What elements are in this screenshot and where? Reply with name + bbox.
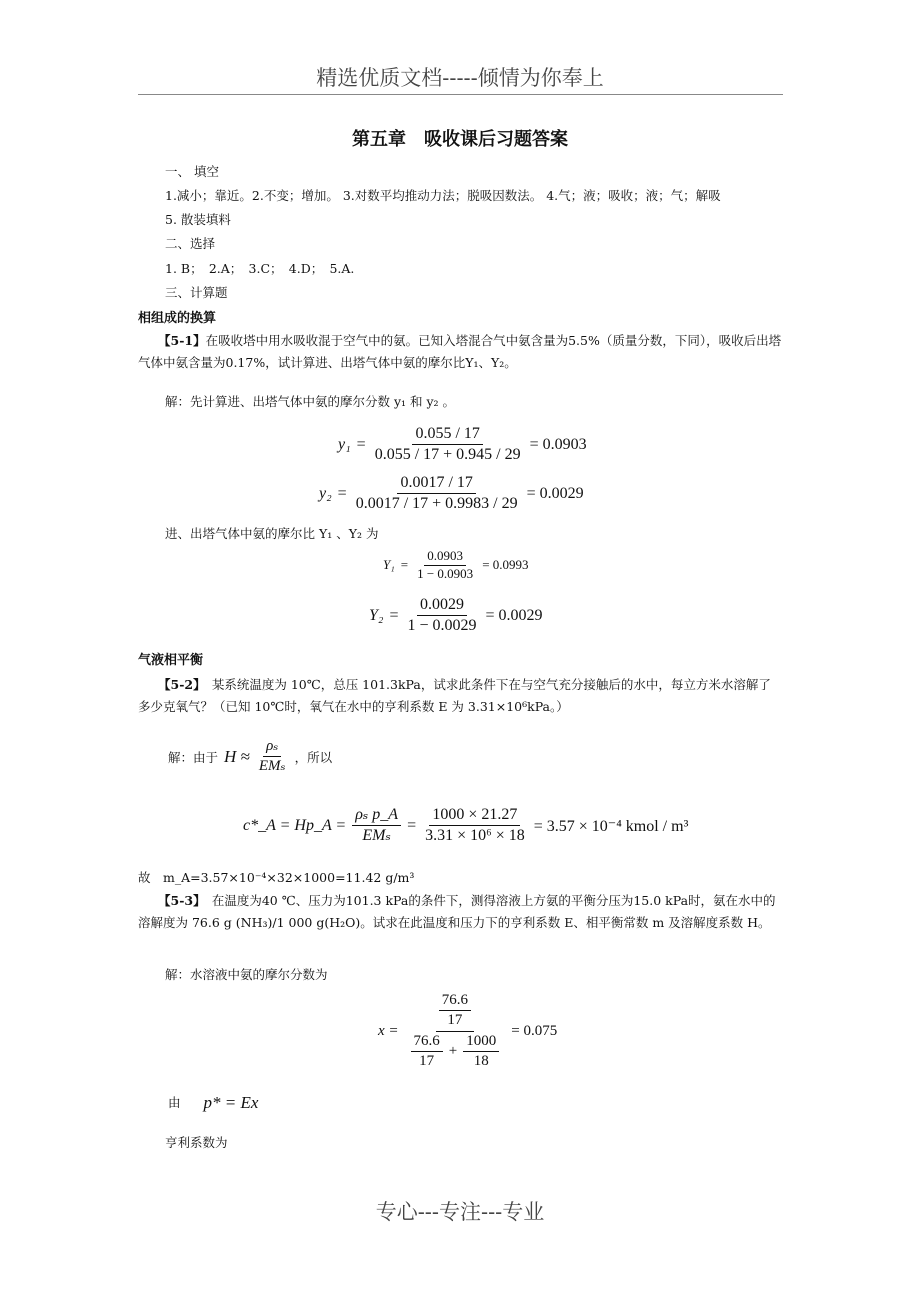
eq-lhs: Y₂ (369, 606, 384, 624)
eq-numerator: 0.0903 (424, 549, 466, 566)
equation-concentration: c*_A = Hp_A = $\frac{\text{ρₛ p\_A}}{\text{EMₛ}}$ = $\frac{1000 \times 21.27}{\text{3.31 × 10⁶ × 18}}$ = 3.57 × 10⁻⁴ kmol / m³ (243, 806, 689, 845)
choice-label: 二、选择 (165, 236, 216, 251)
h-fraction (256, 738, 289, 776)
eq-result: = 0.0029 (485, 606, 543, 624)
problem-5-2 (138, 674, 783, 718)
header-divider (138, 94, 783, 95)
by-label: 由 (168, 1095, 181, 1110)
eq-numerator: 0.0029 (417, 596, 467, 616)
eq-lhs: Y₁ (383, 557, 395, 573)
problem-5-1 (138, 330, 783, 374)
x-result: = 0.075 (511, 1022, 558, 1039)
eq-result: = 0.0029 (526, 484, 584, 502)
x-numerator (436, 992, 474, 1032)
plus-sign: + (448, 1042, 458, 1059)
eq-fraction (353, 474, 521, 514)
eq-denominator: 17 (419, 1052, 435, 1069)
x-bottom-fraction-2 (463, 1033, 499, 1071)
eq-denominator: 0.055 / 17 + 0.945 / 29 (374, 446, 521, 464)
mole-ratio-intro: 进、出塔气体中氨的摩尔比 Y₁ 、Y₂ 为 (165, 526, 379, 541)
henry-law-equation: p* = Ex (203, 1093, 259, 1112)
eq-denominator: 1 − 0.0029 (407, 617, 477, 635)
problem-tag: 【5-2】 (158, 677, 200, 692)
h-lhs: H ≈ (224, 746, 250, 766)
problem-text: 某系统温度为 10℃，总压 101.3kPa，试求此条件下在与空气充分接触后的水中，每立方米水溶解了多少克氧气？（已知 10℃时，氧气在水中的亨利系数 E 为 3.31×10⁶kPa。） (138, 677, 771, 714)
eq-denominator: 18 (473, 1052, 489, 1069)
eq-denominator: 17 (447, 1012, 463, 1029)
page-header: 精选优质文档-----倾情为你奉上 (316, 66, 604, 90)
fill-label: 一、 填空 (165, 164, 219, 179)
page-title: 第五章 吸收课后习题答案 (352, 129, 568, 150)
x-top-fraction (439, 992, 471, 1030)
eq-lhs: y₁ (338, 435, 351, 453)
problem-text: 在温度为40 ℃、压力为101.3 kPa的条件下，测得溶液上方氨的平衡分压为15.0 kPa时，氨在水中的溶解度为 76.6 g (NH₃)/1 000 g(H₂O)。试求在此温度和压力下的亨利系数 E、相平衡常数 m 及溶解度系数 H。 (138, 893, 776, 930)
eq-numerator: 76.6 (411, 1033, 443, 1052)
fill-answers-line2: 5. 散装填料 (165, 212, 231, 227)
h-denominator: EMₛ (258, 758, 286, 775)
fill-answers-line1: 1.减小；靠近。2.不变；增加。 3.对数平均推动力法；脱吸因数法。 4.气；液；吸收；液；气；解吸 (165, 188, 721, 203)
eq-fraction (414, 549, 476, 582)
page-footer: 专心---专注---专业 (375, 1200, 545, 1224)
eq-denominator: 0.0017 / 17 + 0.9983 / 29 (355, 495, 518, 513)
solution-intro: 解：水溶液中氨的摩尔分数为 (165, 967, 328, 982)
problem-tag: 【5-3】 (158, 893, 200, 908)
eq-numerator: 0.055 / 17 (412, 425, 482, 445)
x-denominator (405, 1032, 506, 1071)
eq-result: = 0.0993 (482, 557, 529, 573)
h-numerator: ρₛ (263, 738, 281, 757)
x-lhs: x = (378, 1022, 399, 1039)
henry-law-line (165, 1093, 261, 1113)
equation-Y1: Y₁ = $\frac{0.0903}{1 - 0.0903}$ = 0.0993 (383, 548, 529, 581)
solution-intro: 解：先计算进、出塔气体中氨的摩尔分数 y₁ 和 y₂ 。 (165, 394, 456, 409)
eq-lhs: c*_A = Hp_A = (243, 816, 347, 834)
eq-fraction-1 (352, 806, 401, 846)
eq-result: = 0.0903 (529, 435, 587, 453)
x-bottom-fraction-1 (411, 1033, 443, 1071)
problem-text: 在吸收塔中用水吸收混于空气中的氨。已知入塔混合气中氨含量为5.5%（质量分数，下同），吸收后出塔气体中氨含量为0.17%，试计算进、出塔气体中氨的摩尔比Y₁、Y₂。 (138, 333, 782, 370)
problem-5-3 (138, 890, 783, 934)
equation-mole-fraction (375, 992, 560, 1070)
problem-tag: 【5-1】 (158, 333, 206, 348)
eq-fraction-2 (422, 806, 528, 846)
section-heading-equilibrium: 气液相平衡 (138, 653, 204, 668)
calc-label: 三、计算题 (165, 285, 228, 300)
eq-denominator: 3.31 × 10⁶ × 18 (425, 827, 525, 845)
equation-y1: y₁ = $\frac{0.055 / 17}{0.055 / 17 + 0.945 / 29}$ = 0.0903 (338, 425, 587, 464)
eq-numerator: 1000 × 21.27 (429, 806, 520, 826)
x-fraction (405, 992, 506, 1070)
eq-fraction (405, 596, 480, 636)
eq-fraction (372, 425, 524, 465)
section-heading-conversion: 相组成的换算 (138, 311, 217, 326)
henry-relation-line (165, 738, 335, 776)
eq-denominator: 1 − 0.0903 (417, 565, 474, 581)
eq-numerator: 76.6 (439, 992, 471, 1011)
choice-answers: 1. B； 2.A； 3.C； 4.D； 5.A. (165, 261, 355, 276)
equation-Y2: Y₂ = $\frac{0.0029}{1 - 0.0029}$ = 0.0029 (369, 596, 543, 635)
eq-lhs: y₂ (319, 484, 332, 502)
equation-y2: y₂ = $\frac{0.0017 / 17}{0.0017 / 17 + 0.9983 / 29}$ = 0.0029 (319, 474, 584, 513)
eq-denominator: EMₛ (362, 827, 391, 845)
eq-numerator: ρₛ p_A (352, 806, 401, 826)
eq-result: = 3.57 × 10⁻⁴ kmol / m³ (533, 817, 689, 835)
eq-numerator: 1000 (463, 1033, 499, 1052)
solution-intro: 解：由于 (168, 749, 219, 765)
eq-numerator: 0.0017 / 17 (397, 474, 475, 494)
henry-coefficient-label: 亨利系数为 (165, 1135, 228, 1150)
solution-tail: ，所以 (294, 749, 333, 765)
conclusion: 故 m_A=3.57×10⁻⁴×32×1000=11.42 g/m³ (138, 870, 415, 885)
